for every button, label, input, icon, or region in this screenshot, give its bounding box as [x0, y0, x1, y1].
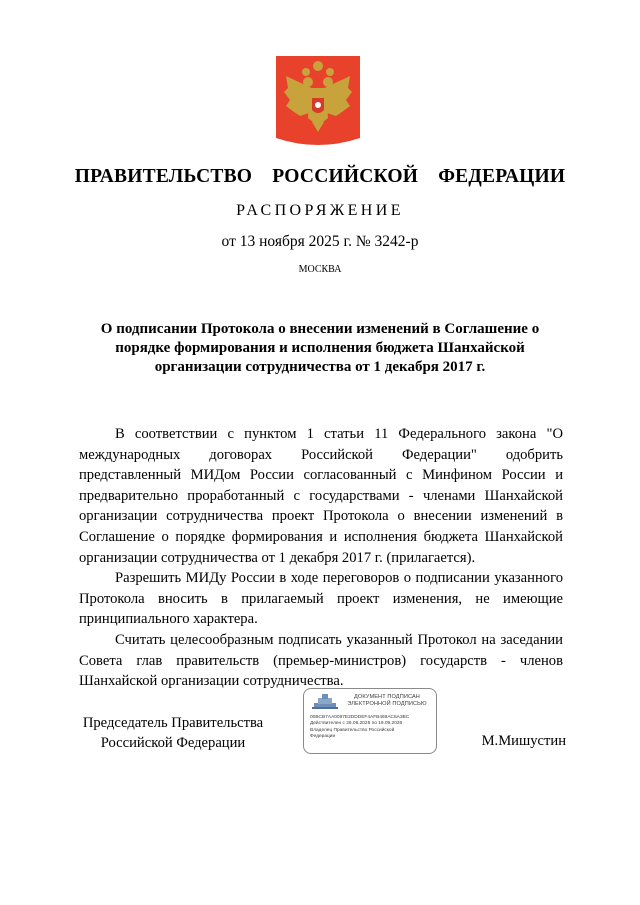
document-subject	[90, 320, 550, 377]
body-paragraph: Разрешить МИДу России в ходе переговоров о подписании указанного Протокола вносить в прилагаемый проект изменения, не имеющие принципиального характера.	[79, 570, 563, 628]
coat-of-arms-icon	[276, 56, 360, 146]
document-date-number: от 13 ноября 2025 г. № 3242-р	[221, 233, 419, 250]
body-paragraph: В соответствии с пунктом 1 статьи 11 Федерального закона "О международных договорах Российской Федерации" одобрить представленный МИДом России согласованный с Минфином России и предварительно проработанный с государствами - членами Шанхайской организации сотрудничества проект Протокола о внесении изменений в Соглашение о порядке формирования и исполнения бюджета Шанхайской организации сотрудничества от 1 декабря 2017 г. (прилагается).	[79, 426, 563, 566]
stamp-owner-line: Федерации	[310, 734, 336, 740]
stamp-title-line: ДОКУМЕНТ ПОДПИСАН	[354, 694, 420, 700]
document-type: РАСПОРЯЖЕНИЕ	[236, 202, 404, 219]
signer-position	[78, 713, 268, 753]
signer-position-line: Председатель Правительства	[82, 715, 264, 731]
stamp-title	[340, 694, 434, 708]
stamp-title-line: ЭЛЕКТРОННОЙ ПОДПИСЬЮ	[347, 701, 427, 707]
electronic-signature-stamp	[303, 688, 437, 754]
subject-line: порядке формирования и исполнения бюджета Шанхайской	[115, 340, 525, 356]
document-city: МОСКВА	[298, 264, 342, 275]
stamp-details	[310, 715, 434, 741]
document-body	[79, 424, 563, 692]
subject-line: О подписании Протокола о внесении изменений в Соглашение о	[100, 321, 540, 337]
subject-line: организации сотрудничества от 1 декабря 2017 г.	[154, 359, 486, 375]
body-paragraph: Считать целесообразным подписать указанный Протокол на заседании Совета глав правительств (премьер-министров) государств - членов Шанхайской организации сотрудничества.	[79, 631, 563, 690]
signer-position-line: Российской Федерации	[100, 735, 246, 751]
stamp-validity: Действителен с 26.06.2025 по 19.09.2026	[310, 721, 403, 727]
government-building-icon	[310, 693, 340, 709]
stamp-certificate: 00BCB7AA0097E2DDDEF4AFB469AC8A3BC	[310, 715, 410, 720]
stamp-owner-line: Владелец Правительство Российской	[310, 727, 395, 733]
government-title: ПРАВИТЕЛЬСТВО РОССИЙСКОЙ ФЕДЕРАЦИИ	[74, 166, 566, 187]
signer-name: М.Мишустин	[481, 733, 566, 749]
